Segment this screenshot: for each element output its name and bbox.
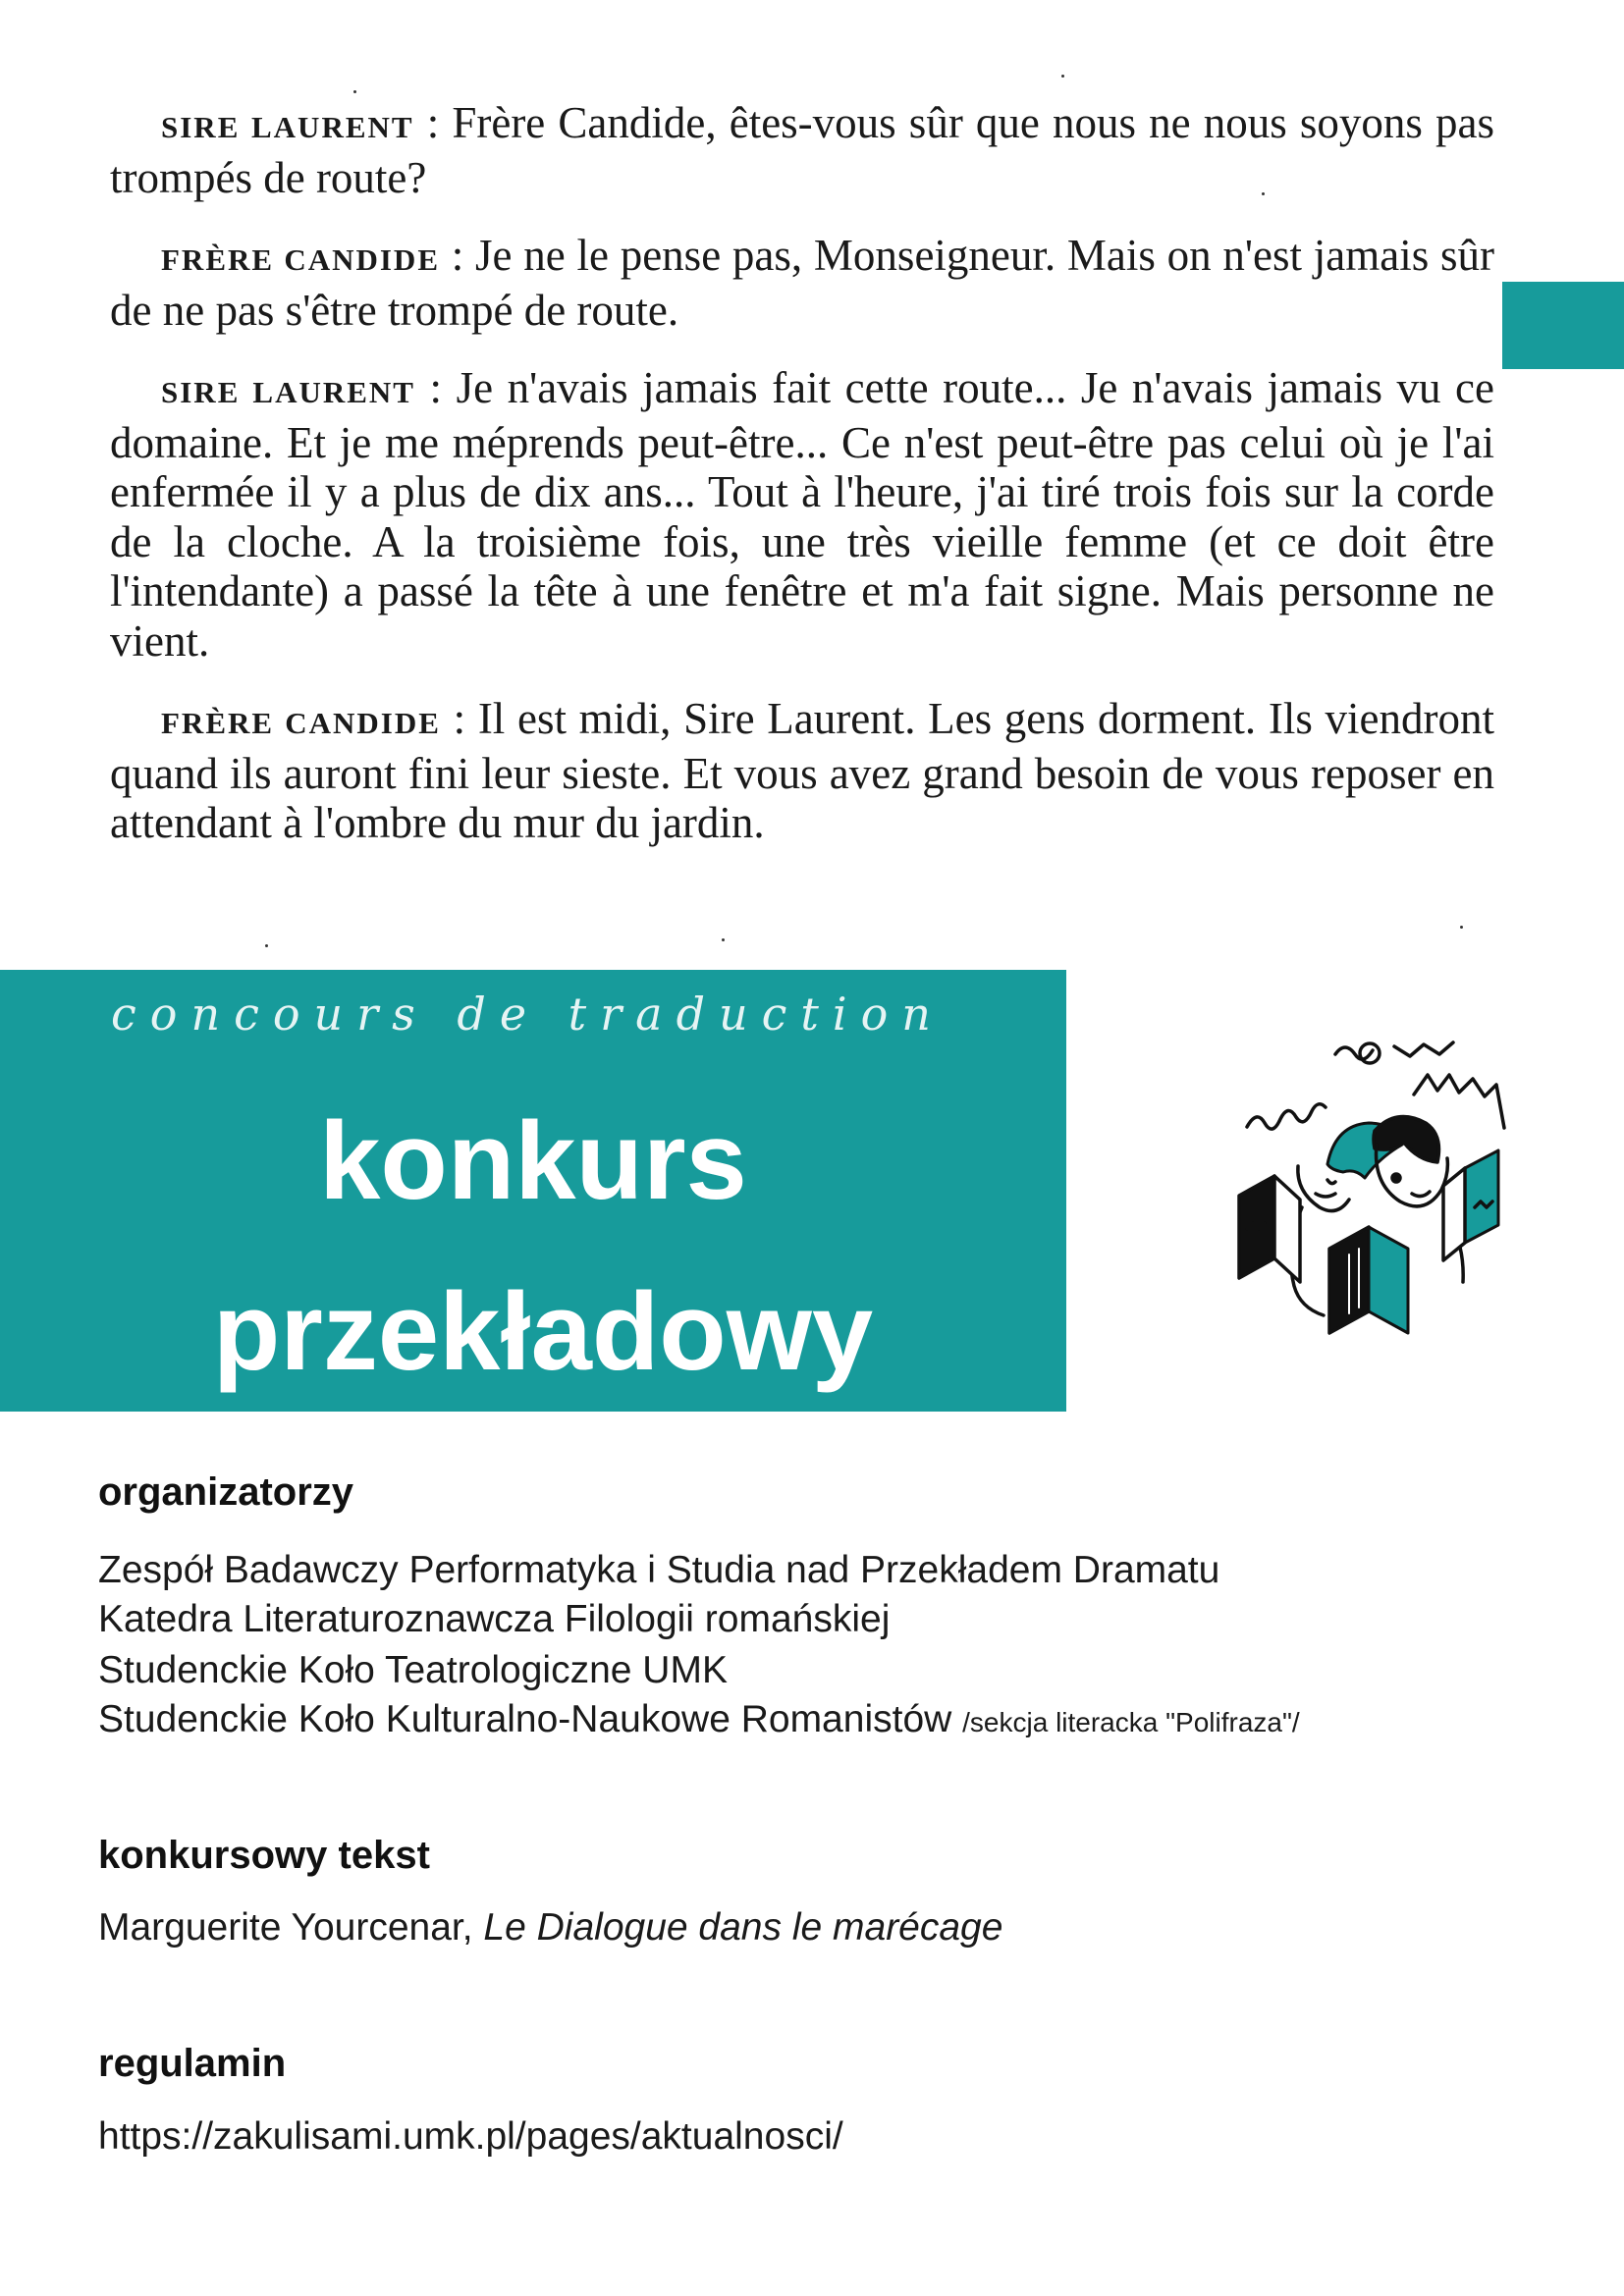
organizer-line-with-note xyxy=(98,1698,1300,1741)
organizer-note: /sekcja literacka "Polifraza"/ xyxy=(962,1707,1300,1737)
banner-subtitle: concours de traduction xyxy=(111,988,945,1041)
competition-text-heading: konkursowy tekst xyxy=(98,1834,430,1877)
organizers-heading: organizatorzy xyxy=(98,1470,354,1514)
scan-speck xyxy=(722,938,725,941)
rules-link[interactable]: https://zakulisami.umk.pl/pages/aktualnosci/ xyxy=(98,2115,843,2158)
author-name: Marguerite Yourcenar, xyxy=(98,1906,484,1949)
speaker-name: SIRE LAURENT xyxy=(161,375,415,409)
work-title: Le Dialogue dans le marécage xyxy=(483,1906,1003,1949)
readers-with-books-icon xyxy=(1218,1021,1522,1345)
banner-title-line-2: przekładowy xyxy=(212,1270,874,1393)
play-excerpt xyxy=(110,98,1494,877)
scan-speck xyxy=(1460,926,1463,929)
scan-speck xyxy=(353,90,356,93)
scan-speck xyxy=(265,944,268,947)
scan-speck xyxy=(1061,75,1064,78)
speaker-name: SIRE LAURENT xyxy=(161,110,414,144)
dialogue-text: Il est midi, Sire Laurent. Les gens dorment. Ils viendront quand ils auront fini leur sieste. Et vous avez grand besoin de vous reposer en attendant à l'ombre du mur du jardin. xyxy=(110,694,1494,847)
organizer-line: Studenckie Koło Kulturalno-Naukowe Romanistów xyxy=(98,1698,952,1740)
speaker-name: FRÈRE CANDIDE xyxy=(161,242,440,277)
speaker-name: FRÈRE CANDIDE xyxy=(161,706,441,740)
organizer-line: Zespół Badawczy Performatyka i Studia nad Przekładem Dramatu xyxy=(98,1549,1220,1591)
rules-heading: regulamin xyxy=(98,2042,287,2085)
competition-text-line xyxy=(98,1906,1002,1949)
dialogue-text: Frère Candide, êtes-vous sûr que nous ne nous soyons pas trompés de route? xyxy=(110,98,1494,202)
dialogue-line: FRÈRE CANDIDE : Je ne le pense pas, Monseigneur. Mais on n'est jamais sûr de ne pas s'être trompé de route. xyxy=(110,231,1494,335)
dialogue-text: Je n'avais jamais fait cette route... Je n'avais jamais vu ce domaine. Et je me méprends peut-être... Ce n'est peut-être pas celui où je l'ai enfermée il y a plus de dix ans... Tout à l'heure, j'ai tiré trois fois sur la corde de la cloche. A la troisième fois, une très vieille femme (et ce doit être l'intendante) a passé la tête à une fenêtre et m'a fait signe. Mais personne ne vient. xyxy=(110,363,1494,666)
organizer-line: Studenckie Koło Teatrologiczne UMK xyxy=(98,1649,728,1691)
banner-title-line-1: konkurs xyxy=(319,1099,747,1222)
organizer-line: Katedra Literaturoznawcza Filologii romańskiej xyxy=(98,1598,891,1640)
accent-tab xyxy=(1502,282,1624,369)
dialogue-line: SIRE LAURENT : Frère Candide, êtes-vous sûr que nous ne nous soyons pas trompés de route? xyxy=(110,98,1494,202)
scan-speck xyxy=(1262,192,1265,195)
dialogue-text: Je ne le pense pas, Monseigneur. Mais on n'est jamais sûr de ne pas s'être trompé de route. xyxy=(110,231,1494,335)
dialogue-line: SIRE LAURENT : Je n'avais jamais fait cette route... Je n'avais jamais vu ce domaine. Et je me méprends peut-être... Ce n'est peut-être pas celui où je l'ai enfermée il y a plus de dix ans... Tout à l'heure, j'ai tiré trois fois sur la corde de la cloche. A la troisième fois, une très vieille femme (et ce doit être l'intendante) a passé la tête à une fenêtre et m'a fait signe. Mais personne ne vient. xyxy=(110,363,1494,666)
dialogue-line: FRÈRE CANDIDE : Il est midi, Sire Laurent. Les gens dorment. Ils viendront quand ils auront fini leur sieste. Et vous avez grand besoin de vous reposer en attendant à l'ombre du mur du jardin. xyxy=(110,694,1494,847)
